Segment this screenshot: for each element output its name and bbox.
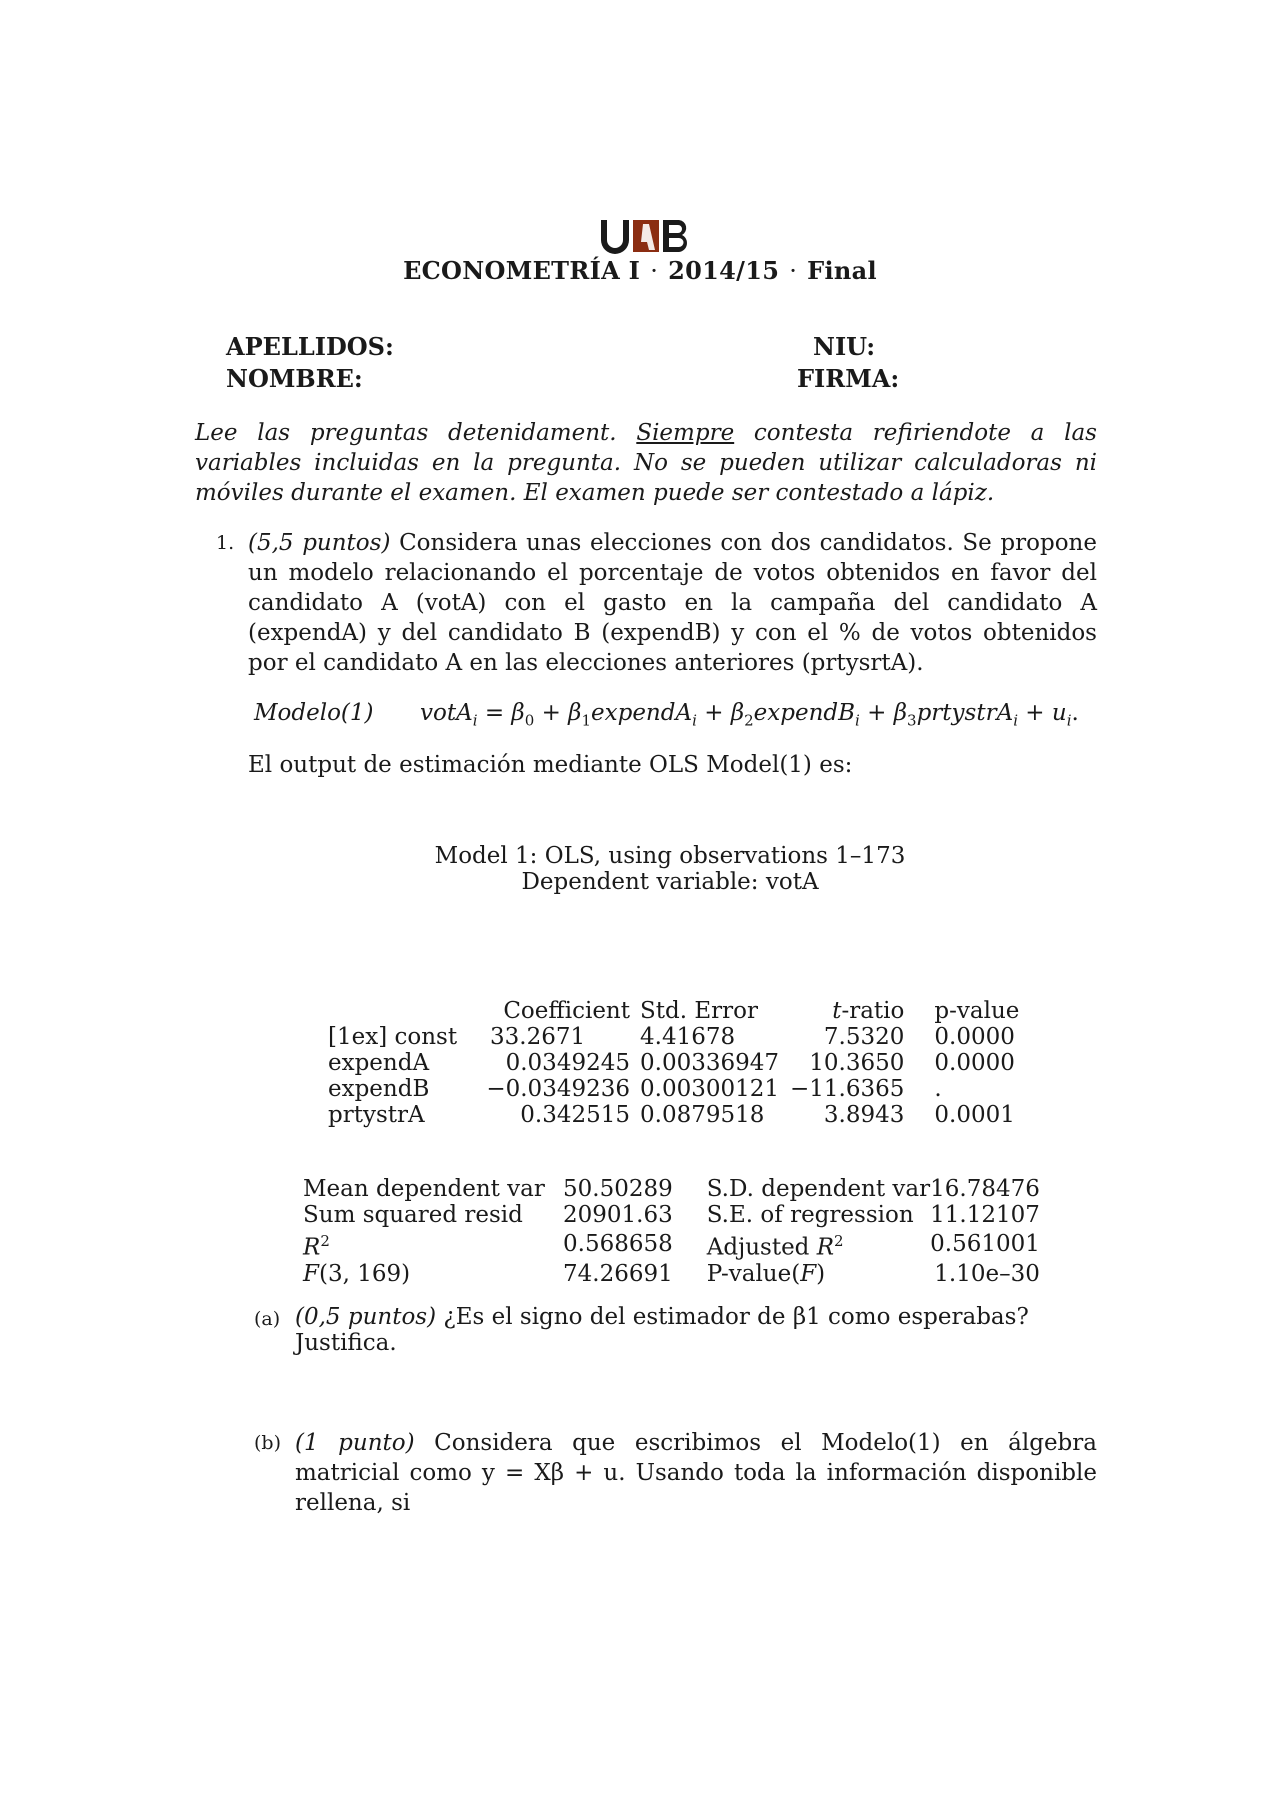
model-output-title xyxy=(0,843,1280,895)
table-cell: 4.41678 xyxy=(640,1024,736,1050)
subquestion-points: (0,5 puntos) xyxy=(295,1304,437,1330)
table-header xyxy=(328,998,478,1024)
table-row xyxy=(303,1228,1040,1261)
title-separator: · xyxy=(789,257,798,285)
coefficient-table xyxy=(328,998,1024,1128)
table-cell: 0.00300121 xyxy=(640,1076,780,1102)
table-row xyxy=(328,1050,1024,1076)
model-label: Modelo(1) xyxy=(254,700,374,726)
stat-value: 0.561001 xyxy=(930,1231,1040,1258)
table-cell: . xyxy=(934,1076,942,1102)
table-row xyxy=(328,1024,1024,1050)
stat-value: 11.12107 xyxy=(930,1202,1040,1228)
question-points: (5,5 puntos) xyxy=(248,530,391,556)
stat-value: 20901.63 xyxy=(563,1202,673,1228)
firma-label: FIRMA: xyxy=(797,364,900,393)
table-cell: 33.2671 xyxy=(490,1024,586,1050)
stat-value: 74.26691 xyxy=(563,1260,673,1287)
instructions-text: contesta refiriendote a las variables incluidas en la pregunta. No se pueden utilizar calculadoras ni móviles durante el examen. El examen puede ser contestado a lápiz. xyxy=(195,420,1097,506)
stat-label: S.E. of regression xyxy=(706,1202,914,1228)
model-dependent-variable: Dependent variable: votA xyxy=(521,869,819,895)
subquestion-points: (1 punto) xyxy=(295,1430,415,1456)
exam-type: Final xyxy=(807,256,877,285)
table-cell: 0.0349245 xyxy=(505,1050,630,1076)
instructions-text: Lee las preguntas detenidament. xyxy=(195,420,637,446)
table-cell: 3.8943 xyxy=(823,1102,905,1128)
table-header: p-value xyxy=(934,998,1020,1024)
table-cell: prtystrA xyxy=(328,1102,425,1128)
instructions xyxy=(195,418,1097,508)
subquestion-body: Considera que escribimos el Modelo(1) en álgebra matricial como y = Xβ + u. Usando toda la información disponible rellena, si xyxy=(295,1430,1097,1516)
instructions-emphasis: Siempre xyxy=(636,420,735,446)
exam-title xyxy=(0,256,1280,285)
stat-label: $R^2$ xyxy=(303,1232,330,1261)
table-header: t-ratio xyxy=(832,998,905,1024)
subquestion-tag: (a) xyxy=(254,1308,281,1330)
subquestion-body: ¿Es el signo del estimador de β1 como esperabas? Justifica. xyxy=(295,1304,1029,1356)
table-cell: 0.0000 xyxy=(934,1024,1015,1050)
table-header: Std. Error xyxy=(640,998,758,1024)
output-intro: El output de estimación mediante OLS Model(1) es: xyxy=(248,752,853,778)
stat-label: P-value(F) xyxy=(706,1260,826,1287)
niu-label: NIU: xyxy=(813,332,876,361)
table-cell: 0.0001 xyxy=(934,1102,1015,1128)
stat-label: Adjusted $R^2$ xyxy=(706,1232,844,1261)
subquestion-a-text xyxy=(295,1304,1095,1356)
nombre-label: NOMBRE: xyxy=(226,364,363,393)
table-cell: [1ex] const xyxy=(328,1024,458,1050)
question-body: Considera unas elecciones con dos candidatos. Se propone un modelo relacionando el porcentaje de votos obtenidos en favor del candidato A (votA) con el gasto en la campaña del candidato A (expendA) y del candidato B (expendB) y con el % de votos obtenidos por el candidato A en las elecciones anteriores (prtysrtA). xyxy=(248,530,1097,676)
question-number: 1. xyxy=(216,532,235,554)
stat-value: 50.50289 xyxy=(563,1176,673,1202)
table-cell: 0.0000 xyxy=(934,1050,1015,1076)
table-row xyxy=(303,1261,1040,1287)
table-cell: 7.5320 xyxy=(823,1024,905,1050)
question-1-text xyxy=(248,528,1097,678)
table-row xyxy=(328,1102,1024,1128)
model-equation: votA$_i$ = $\beta_0$ + $\beta_1expendA_i$ + $\beta_2expendB_i$ + $\beta_3prtystrA_i + u_i$. xyxy=(420,700,1079,730)
table-row xyxy=(303,1202,1040,1228)
table-cell: 0.00336947 xyxy=(640,1050,780,1076)
course-name: ECONOMETRÍA I xyxy=(403,256,641,285)
stat-value: 1.10e–30 xyxy=(934,1260,1040,1287)
table-header: Coefficient xyxy=(503,998,630,1024)
subquestion-b-text xyxy=(295,1428,1097,1518)
table-header-row xyxy=(328,998,1024,1024)
subquestion-tag: (b) xyxy=(254,1432,281,1454)
stat-value: 0.568658 xyxy=(563,1231,673,1258)
table-row xyxy=(303,1176,1040,1202)
stat-label: Mean dependent var xyxy=(303,1176,545,1202)
stat-label: Sum squared resid xyxy=(303,1202,523,1228)
uab-logo xyxy=(597,218,693,254)
apellidos-label: APELLIDOS: xyxy=(226,332,394,361)
summary-statistics xyxy=(303,1176,1040,1287)
table-cell: expendB xyxy=(328,1076,430,1102)
table-cell: expendA xyxy=(328,1050,430,1076)
model-title: Model 1: OLS, using observations 1–173 xyxy=(434,843,906,869)
table-cell: −11.6365 xyxy=(790,1076,905,1102)
title-separator: · xyxy=(650,257,659,285)
table-cell: −0.0349236 xyxy=(486,1076,630,1102)
table-row xyxy=(328,1076,1024,1102)
table-cell: 10.3650 xyxy=(809,1050,905,1076)
table-cell: 0.342515 xyxy=(520,1102,630,1128)
stat-label: F(3, 169) xyxy=(303,1260,411,1287)
academic-year: 2014/15 xyxy=(668,256,780,285)
stat-label: S.D. dependent var xyxy=(706,1176,931,1202)
stat-value: 16.78476 xyxy=(930,1176,1040,1202)
table-cell: 0.0879518 xyxy=(640,1102,765,1128)
